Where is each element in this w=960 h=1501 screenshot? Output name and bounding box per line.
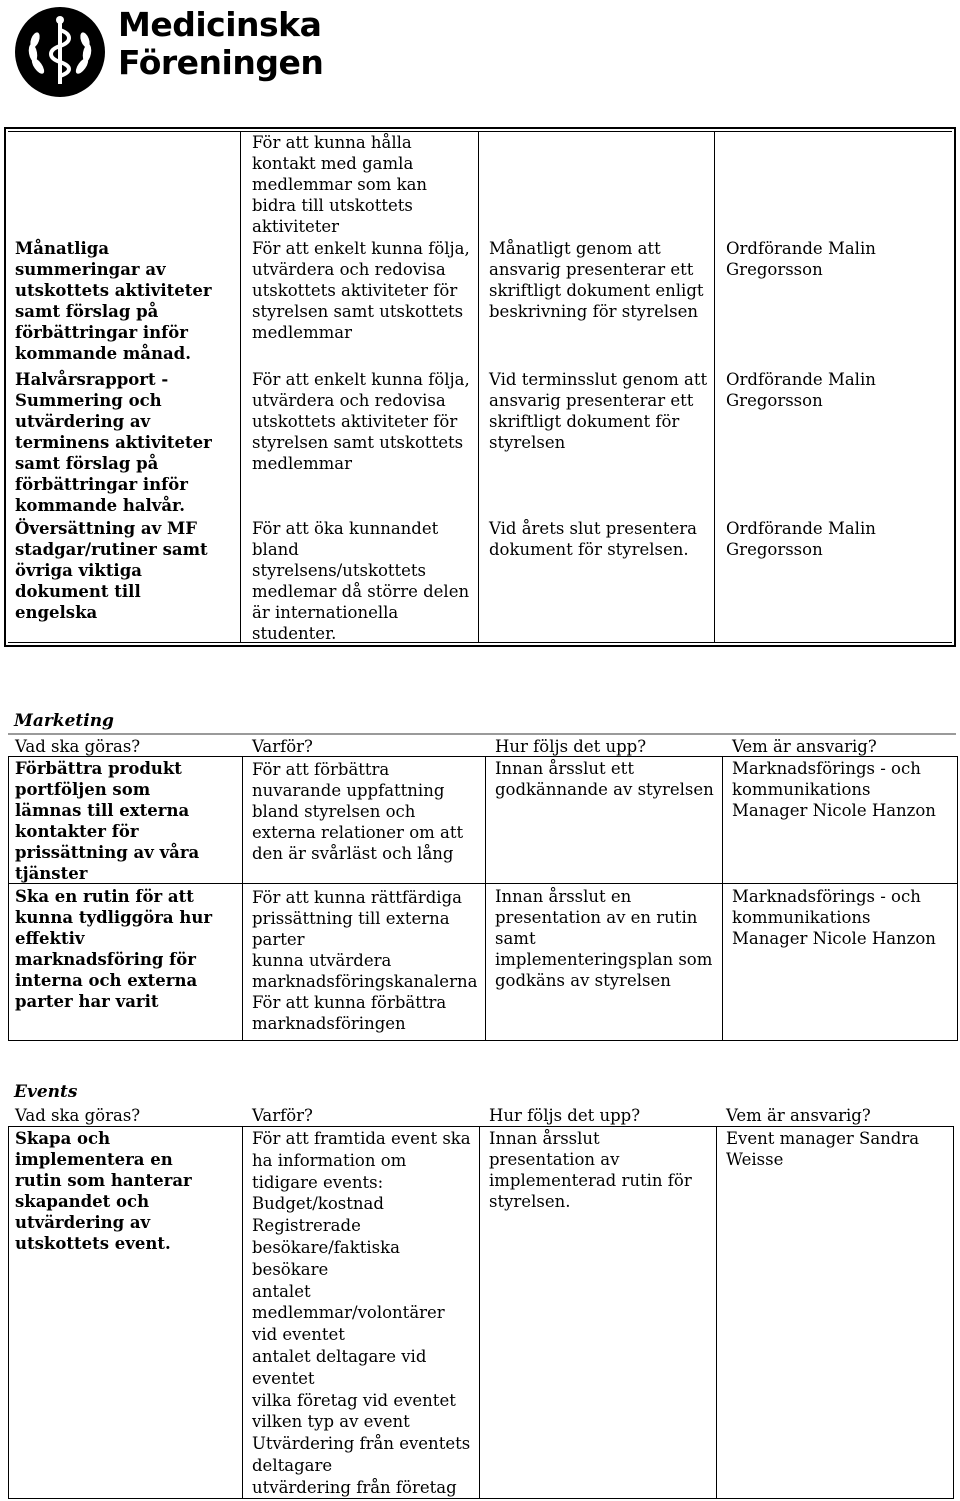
table-row-why: För att förbättra nuvarande uppfattning bland styrelsen och externa relationer om att den är svårläst och lång [252,760,464,863]
table-row-who: Event manager Sandra Weisse [726,1129,920,1169]
table-row-why: För att kunna rättfärdiga prissättning till externa parter kunna utvärdera marknadsföringskanalerna För att kunna förbättra marknadsföringen [252,888,478,1033]
column-header-why: Varför? [252,1106,313,1125]
table-row-why: För att öka kunnandet bland styrelsens/utskottets medlemar då större delen är internationella studenter. [252,519,470,643]
section-heading: Events [14,1082,78,1102]
table-row-who: Ordförande Malin Gregorsson [726,239,876,279]
table-row-what: Halvårsrapport - Summering och utvärdering av terminens aktiviteter samt förslag på förbättringar inför kommande halvår. [15,370,212,515]
table-row-what: Ska en rutin för att kunna tydliggöra hur effektiv marknadsföring för interna och externa parter har varit [15,887,213,1011]
table-row: För att kunna hålla kontakt med gamla medlemmar som kan bidra till utskottets aktiviteter [252,133,428,236]
column-header-who: Vem är ansvarig? [732,737,877,756]
table-row-why: För att enkelt kunna följa, utvärdera och redovisa utskottets aktiviteter för styrelsen samt utskottets medlemmar [252,239,470,342]
table-row-who: Marknadsförings - och kommunikations Manager Nicole Hanzon [732,759,936,820]
table-row-what: Översättning av MF stadgar/rutiner samt övriga viktiga dokument till engelska [15,519,208,622]
column-header-how: Hur följs det upp? [489,1106,641,1125]
table-row-how: Månatligt genom att ansvarig presenterar ett skriftligt dokument enligt beskrivning för styrelsen [489,239,704,321]
table-row-how: Innan årsslut en presentation av en rutin samt implementeringsplan som godkäns av styrelsen [495,887,713,990]
table-row-why: För att enkelt kunna följa, utvärdera och redovisa utskottets aktiviteter för styrelsen samt utskottets medlemmar [252,370,470,473]
column-header-what: Vad ska göras? [15,737,141,756]
table-row-who: Ordförande Malin Gregorsson [726,519,876,559]
medical-emblem-icon [14,6,106,98]
table-row-who: Ordförande Malin Gregorsson [726,370,876,410]
table-row-what: Förbättra produkt portföljen som lämnas till externa kontakter för prissättning av våra tjänster [15,759,200,883]
section-heading: Marketing [14,711,114,731]
column-header-what: Vad ska göras? [15,1106,141,1125]
column-header-how: Hur följs det upp? [495,737,647,756]
column-header-why: Varför? [252,737,313,756]
table-row-what: Skapa och implementera en rutin som hanterar skapandet och utvärdering av utskottets event. [15,1129,192,1253]
logo [14,4,334,96]
table-row-who: Marknadsförings - och kommunikations Manager Nicole Hanzon [732,887,936,948]
logo-line-1: Medicinska [118,5,322,44]
table-row-how: Innan årsslut ett godkännande av styrelsen [495,759,714,799]
table-row-how: Innan årsslut presentation av implementerad rutin för styrelsen. [489,1129,692,1211]
logo-line-2: Föreningen [118,43,324,82]
table-row-why: För att framtida event ska ha information om tidigare events: Budget/kostnad Registrerade besökare/faktiska besökare antalet medlemmar/volontärer vid eventet antalet deltagare vid eventet vilka företag vid eventet vilken typ av event Utvärdering från eventets deltagare utvärdering från företag [252,1129,471,1497]
table-row-how: Vid årets slut presentera dokument för styrelsen. [489,519,697,559]
column-header-who: Vem är ansvarig? [726,1106,871,1125]
table-row-what: Månatliga summeringar av utskottets aktiviteter samt förslag på förbättringar inför kommande månad. [15,239,212,363]
table-row-how: Vid terminsslut genom att ansvarig presenterar ett skriftligt dokument för styrelsen [489,370,708,452]
